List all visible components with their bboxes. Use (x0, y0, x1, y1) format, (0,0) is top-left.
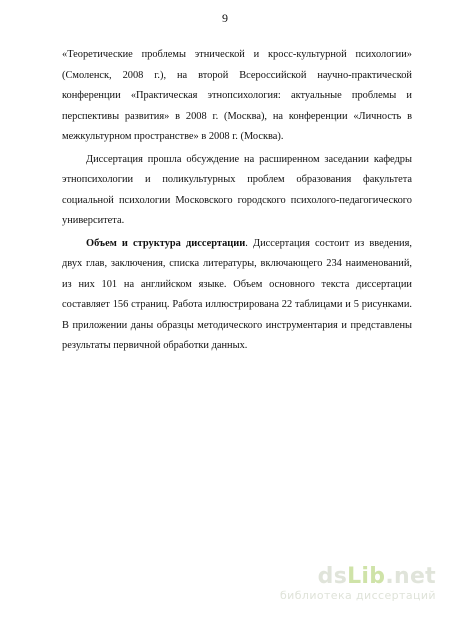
watermark-logo-lib: Lib (347, 564, 386, 589)
paragraph-discussion: Диссертация прошла обсуждение на расширенном заседании кафедры этнопсихологии и поликультурных проблем образования факультета социальной психологии Московского городского психолого-педагогического университета. (62, 153, 412, 226)
document-body (62, 45, 412, 357)
structure-text: . Диссертация состоит из введения, двух глав, заключения, списка литературы, включающего 234 наименований, из них 101 на английском языке. Объем основного текста диссертации составляет 156 страниц. Работа иллюстрирована 22 таблицами и 5 рисунками. В приложении даны образцы методического инструментария и представлены результаты первичной обработки данных. (62, 237, 412, 351)
watermark (246, 565, 436, 602)
paragraph-structure (62, 234, 412, 357)
watermark-logo-net: .net (385, 564, 436, 589)
watermark-logo-ds: ds (317, 564, 348, 589)
paragraph-conference-list: «Теоретические проблемы этнической и кросс-культурной психологии» (Смоленск, 2008 г.), на второй Всероссийской научно-практической конференции «Практическая этнопсихология: актуальные проблемы и перспективы развития» в 2008 г. (Москва), на конференции «Личность в межкультурном пространстве» в 2008 г. (Москва). (62, 49, 412, 142)
structure-heading: Объем и структура диссертации (86, 237, 246, 249)
watermark-tagline: библиотека диссертаций (279, 589, 436, 602)
page-number: 9 (222, 11, 228, 25)
watermark-logo (246, 565, 436, 589)
